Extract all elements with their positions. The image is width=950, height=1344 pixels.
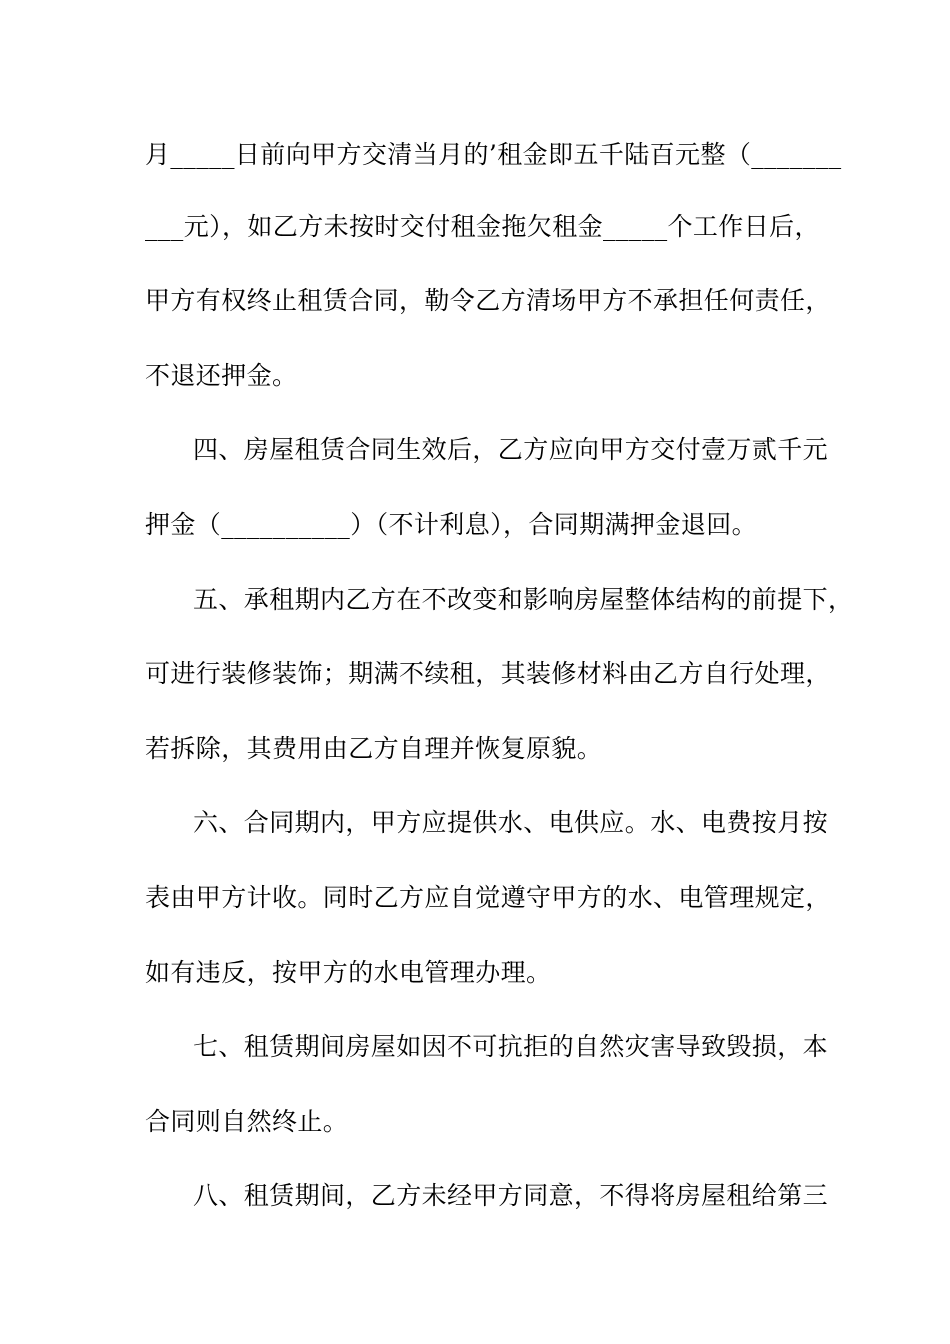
text-line-5: 四、房屋租赁合同生效后，乙方应向甲方交付壹万贰千元 [193,435,829,464]
text-line-3: 甲方有权终止租赁合同，勒令乙方清场甲方不承担任何责任， [145,286,831,315]
text-line-10: 六、合同期内，甲方应提供水、电供应。水、电费按月按 [193,808,829,837]
text-line-13: 七、租赁期间房屋如因不可抗拒的自然灾害导致毁损，本 [193,1032,829,1061]
text-line-9: 若拆除，其费用由乙方自理并恢复原貌。 [145,734,603,763]
text-line-1: 月_____日前向甲方交清当月的’租金即五千陆百元整（_______ [145,140,842,169]
text-line-14: 合同则自然终止。 [145,1107,349,1136]
text-line-2: ___元），如乙方未按时交付租金拖欠租金_____个工作日后， [145,212,820,241]
text-line-12: 如有违反，按甲方的水电管理办理。 [145,958,552,987]
text-line-11: 表由甲方计收。同时乙方应自觉遵守甲方的水、电管理规定， [145,883,831,912]
text-line-4: 不退还押金。 [145,361,298,390]
text-line-6: 押金（__________）（不计利息），合同期满押金退回。 [145,510,758,539]
text-line-8: 可进行装修装饰；期满不续租，其装修材料由乙方自行处理， [145,659,831,688]
text-line-7: 五、承租期内乙方在不改变和影响房屋整体结构的前提下， [193,585,854,614]
text-line-15: 八、租赁期间，乙方未经甲方同意，不得将房屋租给第三 [193,1181,829,1210]
